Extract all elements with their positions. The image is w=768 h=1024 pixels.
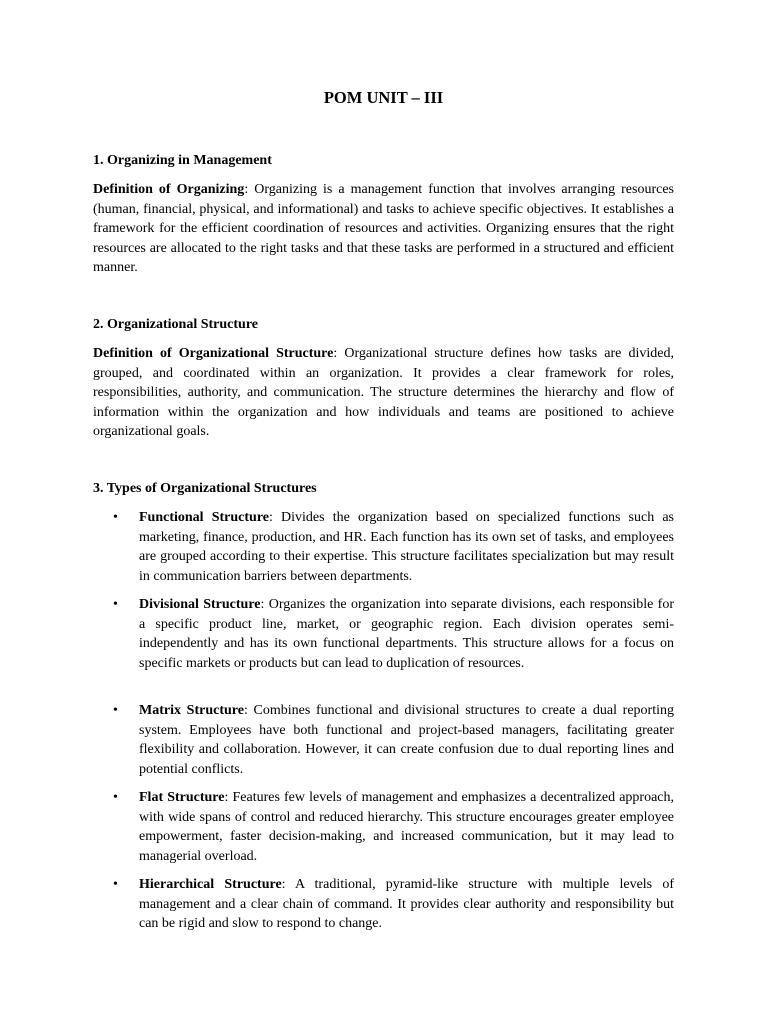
list-item-divisional [113, 595, 674, 673]
definition-text: : Organizational structure defines how tasks are divided, grouped, and coordinated within an organization. It provides a clear framework for roles, responsibilities, authority, and communication. The structure determines the hierarchy and flow of information within the organization and how individuals and teams are positioned to achieve organizational goals. [93, 346, 674, 439]
term-definition-of-organizational-structure: Definition of Organizational Structure [93, 346, 334, 361]
bullet-icon: • [113, 877, 118, 892]
list-item-text: : Organizes the organization into separate divisions, each responsible for a specific product line, market, or geographic region. Each division operates semi-independently and has its own functional departments. This structure allows for a focus on specific markets or products but can lead to duplication of resources. [139, 597, 674, 671]
section-paragraph-organizing [93, 180, 674, 278]
list-item-term: Matrix Structure [139, 703, 244, 718]
list-item-term: Divisional Structure [139, 597, 261, 612]
list-item-text: : A traditional, pyramid-like structure with multiple levels of management and a clear chain of command. It provides clear authority and responsibility but can be rigid and slow to respond to change. [139, 877, 675, 931]
term-definition-of-organizing: Definition of Organizing [93, 182, 245, 197]
bullet-icon: • [113, 790, 118, 805]
list-item-matrix [113, 701, 674, 779]
list-item-text: : Divides the organization based on specialized functions such as marketing, finance, production, and HR. Each function has its own set of tasks, and employees are grouped according to their expertise. This structure facilitates specialization but may result in communication barriers between departments. [139, 510, 674, 584]
list-item-term: Functional Structure [139, 510, 269, 525]
list-item-term: Flat Structure [139, 790, 225, 805]
list-item-functional [113, 508, 674, 586]
section-heading-organizational-structure: 2. Organizational Structure [93, 317, 259, 332]
list-item-term: Hierarchical Structure [139, 877, 282, 892]
list-item-hierarchical [113, 875, 675, 934]
section-heading-organizing: 1. Organizing in Management [93, 153, 272, 168]
section-paragraph-organizational-structure [93, 344, 674, 442]
bullet-icon: • [113, 703, 118, 718]
definition-text: : Organizing is a management function that involves arranging resources (human, financial, physical, and informational) and tasks to achieve specific objectives. It establishes a framework for the efficient coordination of resources and activities. Organizing ensures that the right resources are allocated to the right tasks and that these tasks are performed in a structured and efficient manner. [93, 182, 674, 275]
page-title: POM UNIT – III [323, 88, 444, 107]
section-heading-types: 3. Types of Organizational Structures [93, 481, 317, 496]
bullet-icon: • [113, 510, 118, 525]
bullet-icon: • [113, 597, 118, 612]
list-item-text: : Features few levels of management and emphasizes a decentralized approach, with wide spans of control and reduced hierarchy. This structure encourages greater employee empowerment, faster decision-making, and increased communication, but it may lead to managerial overload. [139, 790, 675, 864]
list-item-text: : Combines functional and divisional structures to create a dual reporting system. Employees have both functional and project-based managers, facilitating greater flexibility and collaboration. However, it can create confusion due to dual reporting lines and potential conflicts. [139, 703, 674, 777]
list-item-flat [113, 788, 675, 866]
